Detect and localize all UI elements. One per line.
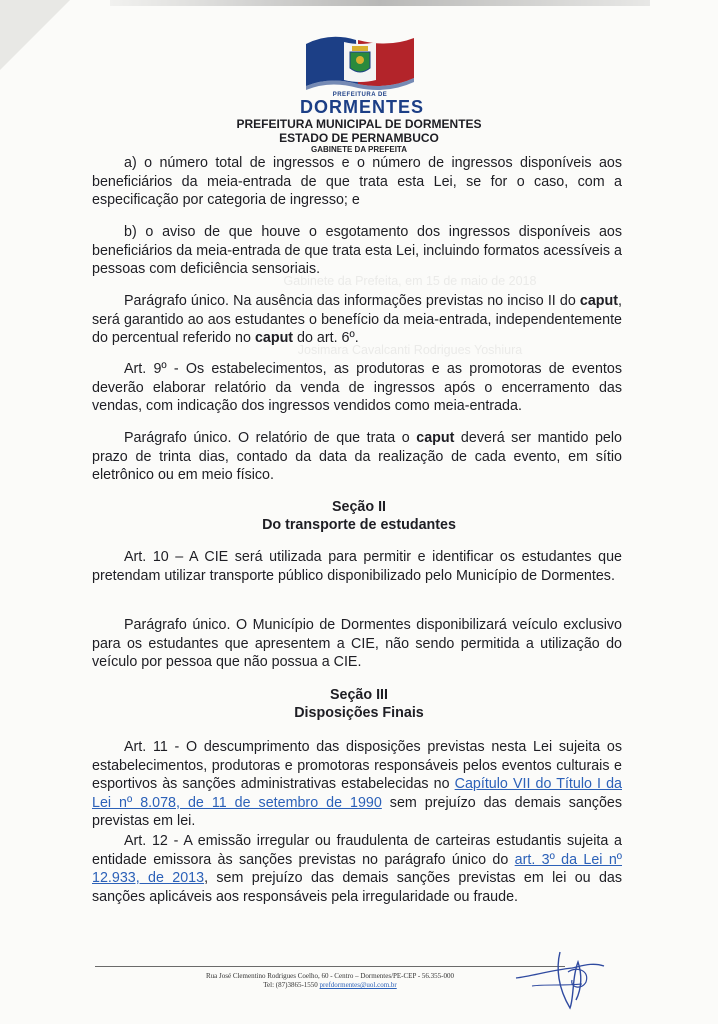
item-a: a) o número total de ingressos e o número de ingressos disponíveis aos beneficiários da meia-entrada de que trata esta Lei, se for o caso, com a especificação por categoria de ingresso; e xyxy=(92,155,622,209)
paragrafo-unico-1: Parágrafo único. Na ausência das informações previstas no inciso II do caput, será garantido ao aos estudantes o benefício da meia-entrada, independentemente do percentual referido no caput do art. 6º. xyxy=(92,293,622,347)
header-office: GABINETE DA PREFEITA xyxy=(310,145,407,154)
section-3-subtitle: Disposições Finais xyxy=(294,705,424,721)
link-lei-8078[interactable]: Capítulo VII do Título I da Lei nº 8.078, de 11 de setembro de 1990 xyxy=(92,776,622,811)
paragrafo-unico-3: Parágrafo único. O Município de Dormentes disponibilizará veículo exclusivo para os estudantes que apresentem a CIE, não sendo permitida a utilização do veículo por pessoa que não possua a CIE. xyxy=(92,617,622,671)
logo-wordmark: DORMENTES xyxy=(300,97,425,117)
prefeitura-logo xyxy=(300,30,425,117)
show-through-name: Josimara Cavalcanti Rodrigues Yoshiura xyxy=(297,343,523,357)
page-fold-corner xyxy=(0,0,70,70)
logo-caption: PREFEITURA DE xyxy=(332,92,388,98)
item-b: b) o aviso de que houve o esgotamento dos ingressos disponíveis aos beneficiários da meia-entrada de que trata esta Lei, incluindo formatos acessíveis a pessoas com deficiência sensoriais. xyxy=(92,224,622,278)
footer-address: Rua José Clementino Rodrigues Coelho, 60 - Centro – Dormentes/PE-CEP - 56.355-000 xyxy=(205,972,455,980)
show-through-date: Gabinete da Prefeita, em 15 de maio de 2018 xyxy=(283,274,537,288)
header-state: ESTADO DE PERNAMBUCO xyxy=(279,131,439,145)
header-municipality: PREFEITURA MUNICIPAL DE DORMENTES xyxy=(236,117,482,131)
footer-divider xyxy=(95,966,565,967)
section-2-title: Seção II xyxy=(331,499,387,515)
article-9: Art. 9º - Os estabelecimentos, as produtoras e as promotoras de eventos deverão elaborar relatório da venda de ingressos após o encerramento das vendas, com indicação dos ingressos vendidos como meia-entrada. xyxy=(92,361,622,415)
footer-email-link[interactable]: prefdormentes@uol.com.br xyxy=(319,981,397,989)
signature-icon xyxy=(512,948,610,1014)
article-10: Art. 10 – A CIE será utilizada para permitir e identificar os estudantes que pretendam utilizar transporte público disponibilizado pelo Município de Dormentes. xyxy=(92,549,622,584)
footer-contact: Tel: (87)3865-1550 prefdormentes@uol.com.br xyxy=(263,981,397,989)
link-lei-12933[interactable]: art. 3º da Lei nº 12.933, de 2013 xyxy=(92,851,622,887)
flag-emblem-icon xyxy=(300,30,420,92)
section-3-title: Seção III xyxy=(329,687,388,703)
article-11: Art. 11 - O descumprimento das disposições previstas nesta Lei sujeita os estabelecimentos, produtoras e promotoras responsáveis pelos eventos culturais e esportivos às sanções administrativas estabelecidas no Capítulo VII do Título I da Lei nº 8.078, de 11 de setembro de 1990 sem prejuízo das demais sanções previstas em lei. xyxy=(92,739,623,830)
article-12: Art. 12 - A emissão irregular ou fraudulenta de carteiras estudantis sujeita a entidade emissora às sanções previstas no parágrafo único do art. 3º da Lei nº 12.933, de 2013, sem prejuízo das demais sanções previstas em lei ou das sanções aplicáveis aos responsáveis pela irregularidade ou fraude. xyxy=(92,833,623,905)
scan-shadow xyxy=(110,0,650,6)
section-2-subtitle: Do transporte de estudantes xyxy=(262,517,456,533)
paragrafo-unico-2: Parágrafo único. O relatório de que trata o caput deverá ser mantido pelo prazo de trinta dias, contado da data da realização de cada evento, em sítio eletrônico ou em meio físico. xyxy=(92,430,622,484)
